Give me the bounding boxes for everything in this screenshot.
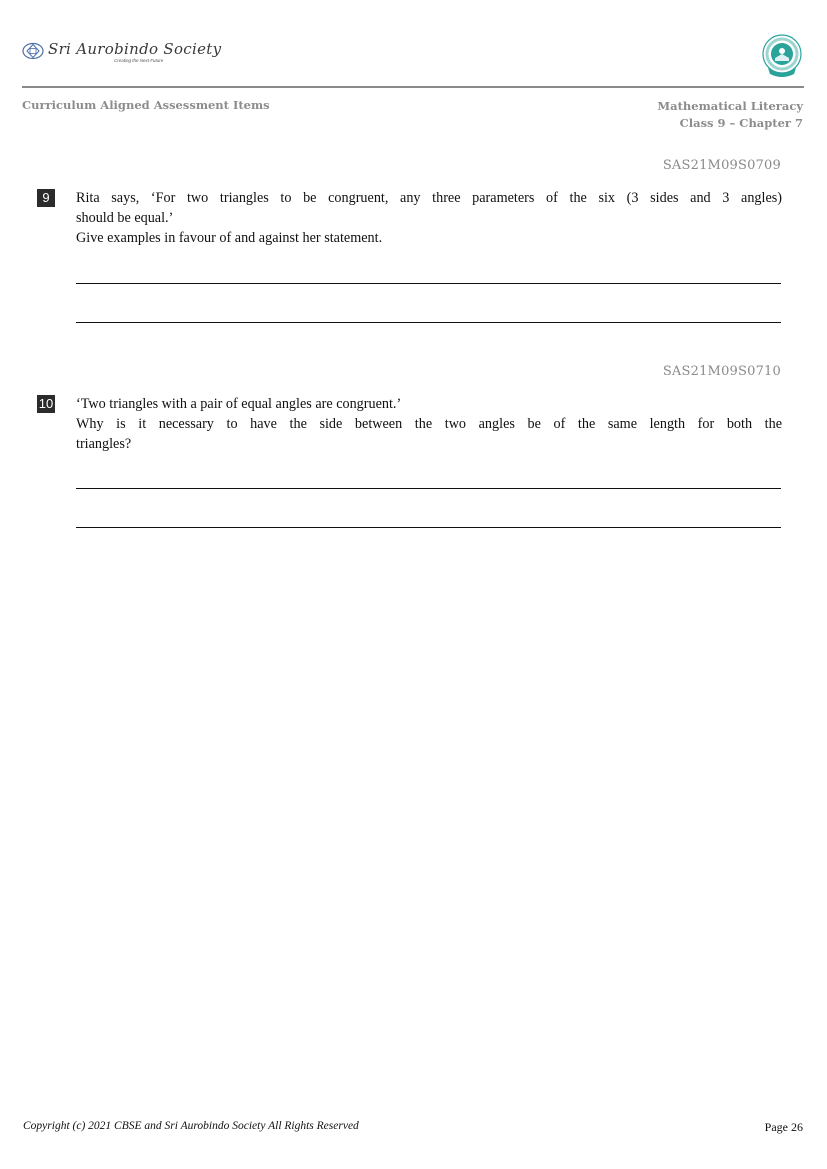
- copyright-notice: Copyright (c) 2021 CBSE and Sri Aurobindo Society All Rights Reserved: [23, 1120, 359, 1132]
- cbse-emblem-icon: [760, 34, 804, 80]
- question-line: ‘Two triangles with a pair of equal angles are congruent.’: [76, 396, 402, 412]
- question-line: Why is it necessary to have the side between the two angles be of the same length for both the: [76, 416, 782, 432]
- question-number-badge: 10: [38, 396, 54, 411]
- question-id: SAS21M09S0709: [662, 158, 781, 173]
- page-number: Page 26: [764, 1120, 803, 1134]
- class-chapter: Class 9 – Chapter 7: [679, 116, 803, 130]
- answer-line[interactable]: [76, 527, 781, 528]
- society-tagline: Creating the Next Future: [114, 58, 164, 63]
- question-line: Rita says, ‘For two triangles to be congruent, any three parameters of the six (3 sides and 3 angles): [76, 190, 782, 206]
- answer-line[interactable]: [76, 283, 781, 284]
- question-line: Give examples in favour of and against her statement.: [76, 230, 383, 246]
- question-id: SAS21M09S0710: [662, 364, 781, 379]
- society-name: Sri Aurobindo Society: [48, 40, 222, 58]
- question-text: [76, 188, 782, 248]
- subject-info: [657, 98, 803, 132]
- sri-aurobindo-society-logo: [22, 36, 222, 66]
- cbse-logo: [760, 34, 804, 80]
- answer-line[interactable]: [76, 488, 781, 489]
- question-line: should be equal.’: [76, 210, 174, 226]
- question-text: [76, 394, 782, 454]
- answer-line[interactable]: [76, 322, 781, 323]
- question-line: triangles?: [76, 436, 132, 452]
- society-emblem-icon: [22, 42, 44, 60]
- document-series-title: Curriculum Aligned Assessment Items: [22, 98, 270, 112]
- subject-title: Mathematical Literacy: [657, 99, 803, 113]
- header-divider: [22, 86, 804, 88]
- society-wordmark: [48, 36, 222, 66]
- question-number-badge: 9: [37, 189, 55, 207]
